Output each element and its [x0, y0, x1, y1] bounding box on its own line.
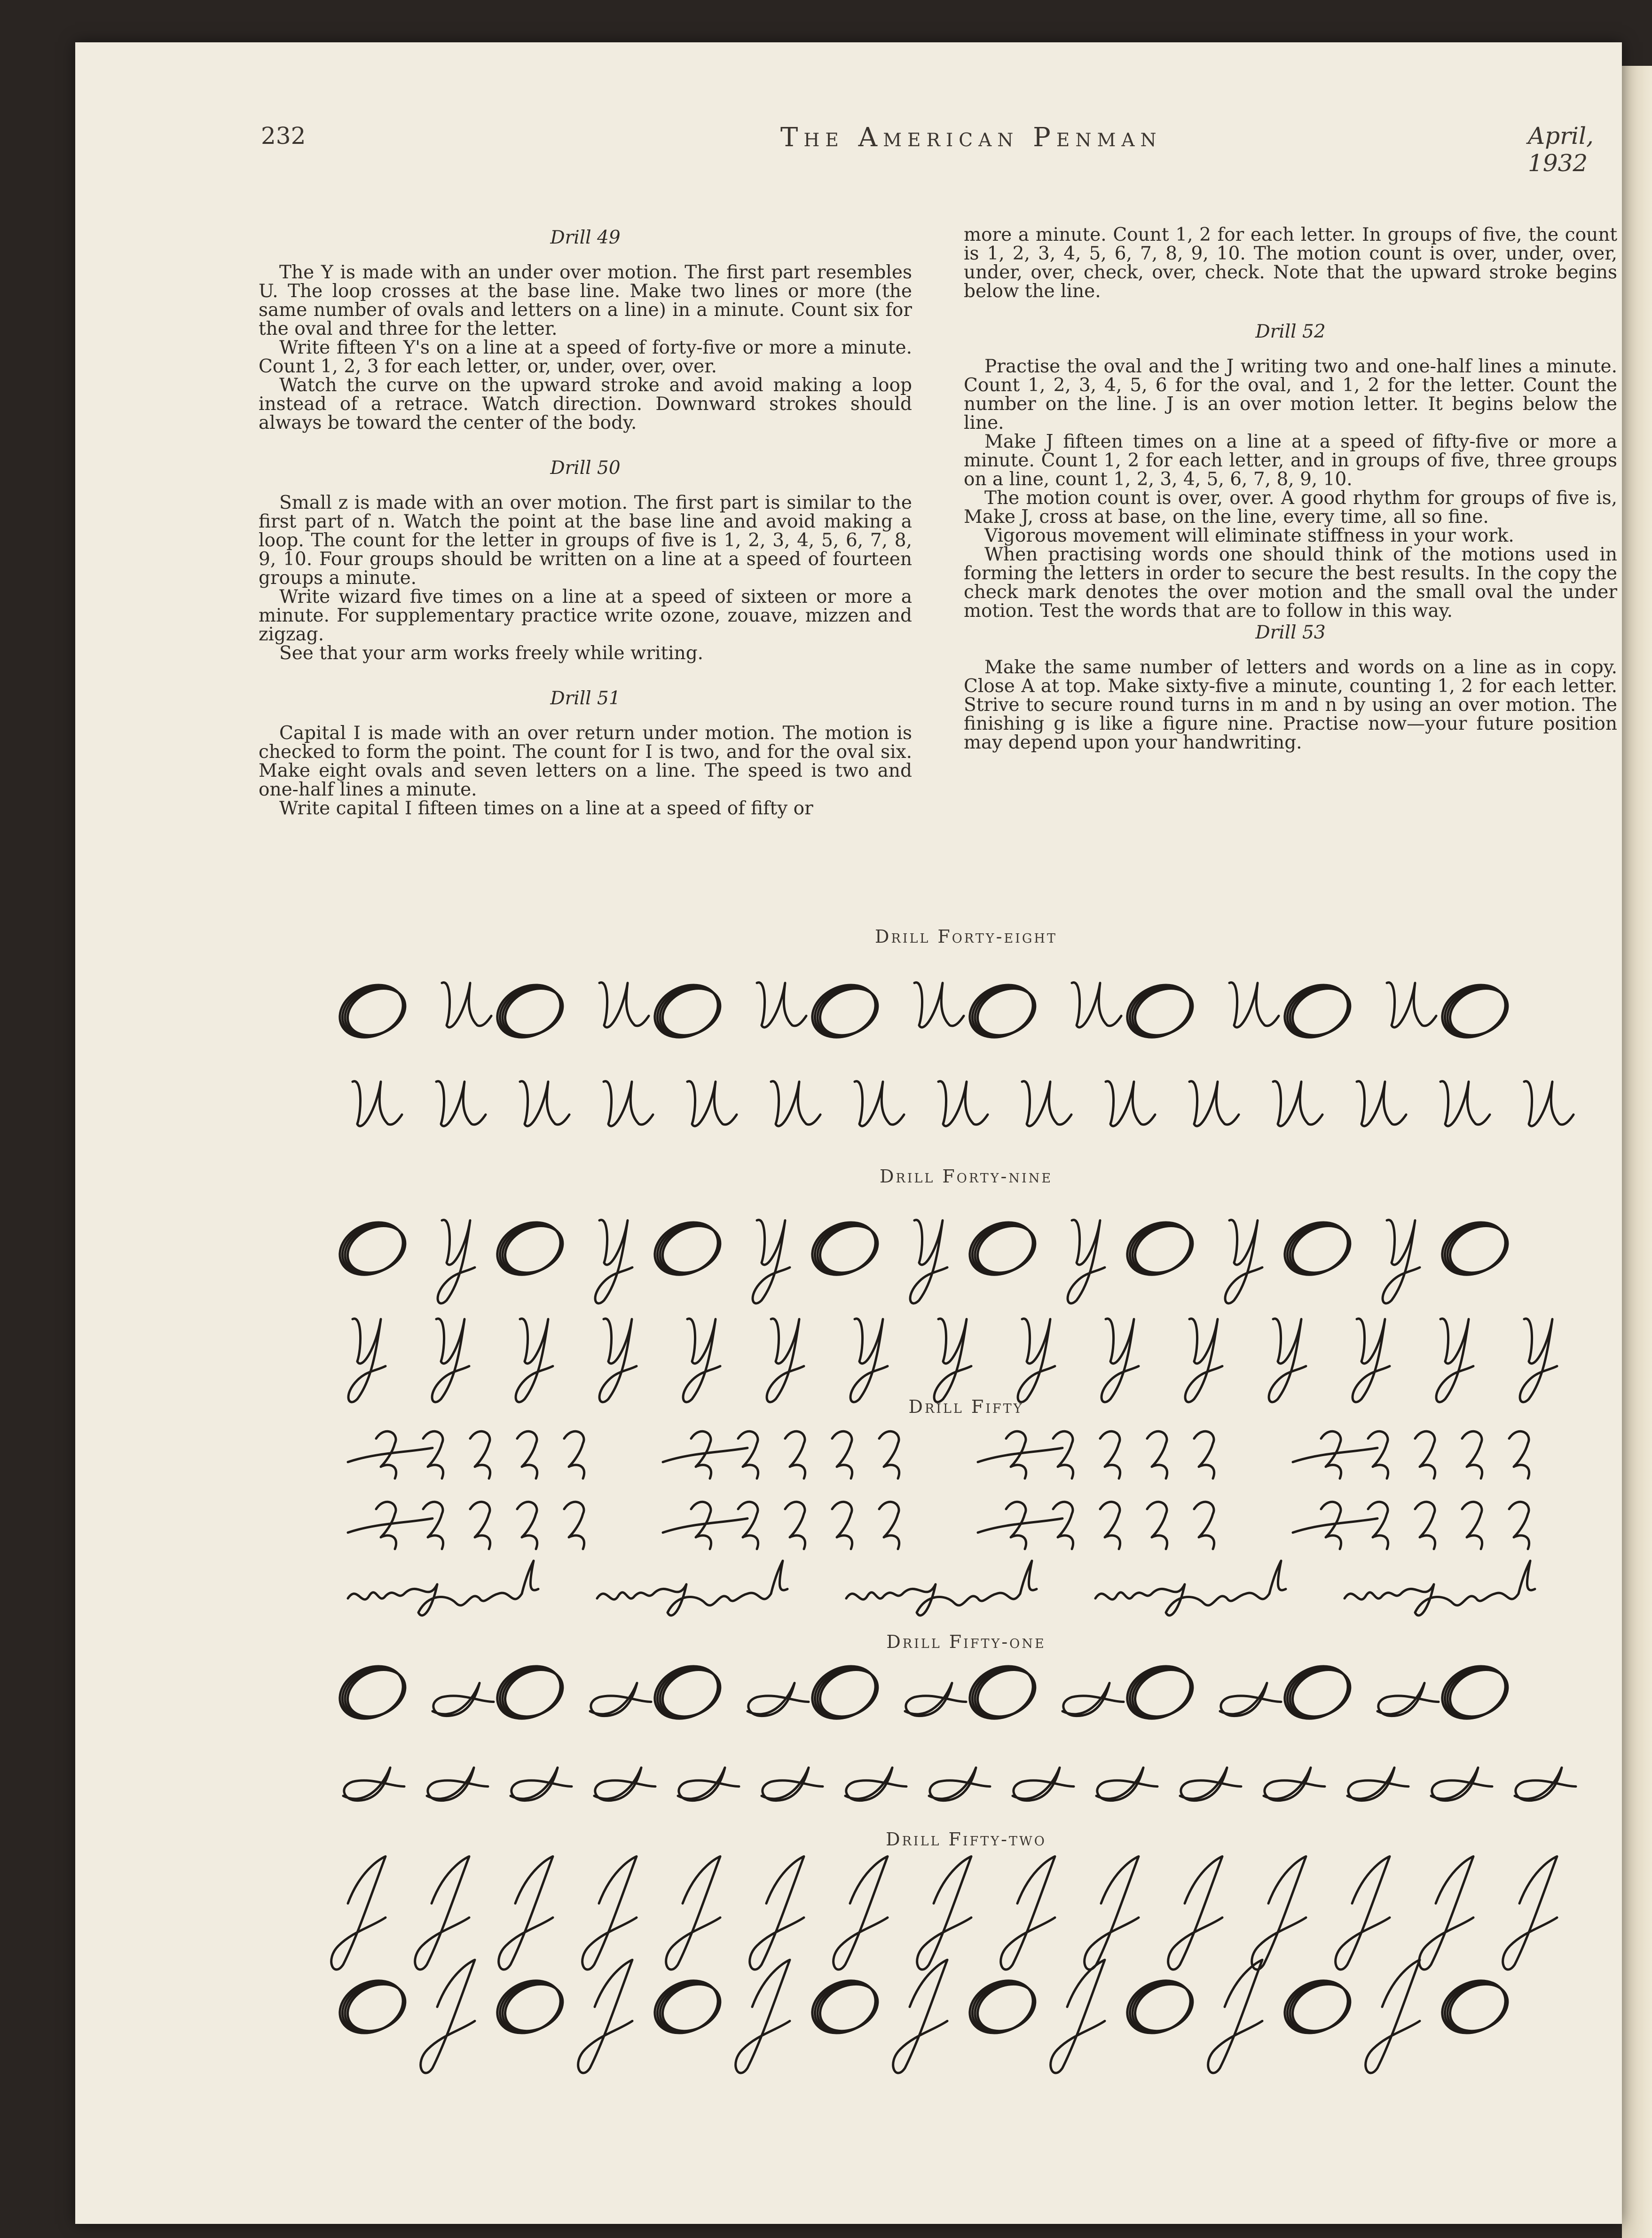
i-letter-glyph [747, 1683, 809, 1716]
u-letter-glyph [1273, 1081, 1322, 1126]
drill-48-plate-title: Drill Forty-eight [875, 926, 1057, 947]
u-letter-glyph [1440, 1081, 1490, 1126]
word-wizard-glyph [1345, 1561, 1535, 1615]
paragraph: Write capital I fifteen times on a line at a speed of fifty or [279, 798, 813, 819]
oval-drill-glyph [1434, 1971, 1516, 2043]
z-letter-glyph [832, 1502, 852, 1549]
copy-row-u [329, 1051, 1603, 1159]
u-letter-glyph [604, 1081, 653, 1126]
u-letter-glyph [1387, 983, 1436, 1027]
word-wizard-glyph [597, 1561, 787, 1615]
word-wizard-glyph [846, 1561, 1037, 1615]
oval-drill-glyph [489, 975, 571, 1047]
penmanship-copy-panel [329, 926, 1603, 2064]
u-letter-glyph [1189, 1081, 1239, 1126]
z-letter-glyph [1147, 1502, 1167, 1549]
u-letter-glyph [855, 1081, 904, 1126]
drill-50-heading: Drill 50 [550, 457, 621, 479]
drill-51-heading: Drill 51 [550, 688, 621, 709]
copy-row-wizard [329, 1547, 1603, 1631]
oval-drill-glyph [1434, 1656, 1516, 1728]
j-letter-glyph [1366, 1960, 1420, 2073]
y-letter-glyph [1353, 1319, 1390, 1402]
copy-row-oval-u [329, 952, 1603, 1060]
i-letter-glyph [433, 1683, 494, 1716]
y-letter-glyph [683, 1319, 720, 1402]
z-letter-glyph [1194, 1502, 1214, 1549]
i-letter-glyph [762, 1768, 823, 1801]
z-letter-glyph [1462, 1502, 1482, 1549]
oval-drill-glyph [1276, 1971, 1358, 2043]
oval-drill-glyph [804, 1213, 886, 1284]
copy-row-j [329, 1848, 1603, 1951]
y-letter-glyph [348, 1319, 385, 1402]
copy-row-y [329, 1288, 1603, 1396]
copy-row-oval-i [329, 1650, 1603, 1735]
magazine-title: The American Penman [780, 122, 1162, 153]
oval-drill-glyph [1119, 1656, 1201, 1728]
drill-49-plate-title: Drill Forty-nine [879, 1166, 1053, 1187]
oval-drill-glyph [1119, 1971, 1201, 2043]
i-letter-glyph [678, 1768, 739, 1801]
i-letter-glyph [1431, 1768, 1492, 1801]
paragraph: Watch the curve on the upward stroke and avoid making a loop instead of a retrace. Watch direction. Downward strokes should always be toward the center of the body. [259, 375, 912, 433]
copy-row-oval-j [329, 1951, 1603, 2055]
oval-drill-glyph [804, 975, 886, 1047]
drill-52-plate-title: Drill Fifty-two [886, 1829, 1046, 1850]
paragraph: Make J fifteen times on a line at a speed of fifty-five or more a minute. Count 1, 2 for each letter, and in groups of five, three groups on a line, count 1, 2, 3, 4, 5, 6, 7, 8, 9, 10. [964, 431, 1617, 490]
y-letter-glyph [1185, 1319, 1222, 1402]
u-letter-glyph [771, 1081, 820, 1126]
right-column [964, 226, 1617, 752]
paragraph: The Y is made with an under over motion. The first part resembles U. The loop crosses at the base line. Make two lines or more (the same number of ovals and letters on a line) in a minute. Count six for the oval and three for the letter. [259, 262, 912, 339]
u-letter-glyph [687, 1081, 737, 1126]
u-letter-glyph [1524, 1081, 1573, 1126]
oval-drill-glyph [1276, 975, 1358, 1047]
y-letter-glyph [1436, 1319, 1473, 1402]
i-letter-glyph [1062, 1683, 1124, 1716]
paragraph: more a minute. Count 1, 2 for each letter. In groups of five, the count is 1, 2, 3, 4, 5, 6, 7, 8, 9, 10. The motion count is over, under, over, under, over, check, over, check. Note that the upward stroke begins below the line. [964, 224, 1617, 302]
i-letter-glyph [905, 1683, 966, 1716]
u-letter-glyph [1022, 1081, 1071, 1126]
u-letter-glyph [599, 983, 649, 1027]
oval-drill-glyph [1434, 1213, 1516, 1284]
oval-drill-glyph [489, 1213, 571, 1284]
oval-drill-glyph [1119, 975, 1201, 1047]
z-letter-glyph [1509, 1431, 1529, 1478]
z-letter-glyph [1053, 1502, 1073, 1549]
i-letter-glyph [590, 1683, 651, 1716]
paragraph: See that your arm works freely while writing. [279, 643, 704, 664]
i-letter-glyph [929, 1768, 990, 1801]
u-letter-glyph [1357, 1081, 1406, 1126]
i-letter-glyph [845, 1768, 906, 1801]
u-letter-glyph [757, 983, 806, 1027]
i-letter-glyph [1377, 1683, 1439, 1716]
z-letter-glyph [1100, 1502, 1120, 1549]
oval-drill-glyph [1276, 1656, 1358, 1728]
i-letter-glyph [511, 1768, 572, 1801]
z-letter-glyph [1100, 1431, 1120, 1478]
drill-49-heading: Drill 49 [550, 227, 621, 248]
z-letter-glyph [1147, 1431, 1167, 1478]
z-letter-glyph [1368, 1502, 1388, 1549]
oval-drill-glyph [1276, 1213, 1358, 1284]
oval-drill-glyph [646, 1213, 728, 1284]
paragraph: Write fifteen Y's on a line at a speed of forty-five or more a minute. Count 1, 2, 3 for each letter, or, under, over, over. [259, 337, 912, 377]
paragraph: Practise the oval and the J writing two and one-half lines a minute. Count 1, 2, 3, 4, 5, 6 for the oval, and 1, 2 for the letter. Count the number on the line. J is an over motion letter. It begins below the line. [964, 356, 1617, 433]
j-letter-glyph [1208, 1960, 1262, 2073]
oval-drill-glyph [961, 975, 1043, 1047]
u-letter-glyph [520, 1081, 569, 1126]
z-letter-glyph [423, 1431, 443, 1478]
z-letter-glyph [785, 1431, 805, 1478]
y-letter-glyph [599, 1319, 637, 1402]
u-letter-glyph [353, 1081, 402, 1126]
z-letter-glyph [738, 1431, 758, 1478]
z-letter-glyph [879, 1502, 899, 1549]
paragraph: When practising words one should think of the motions used in forming the letters in order to secure the best results. In the copy the check mark denotes the over motion and the small oval the under motion. Test the words that are to follow in this way. [964, 544, 1617, 622]
i-letter-glyph [343, 1768, 404, 1801]
j-letter-glyph [893, 1960, 947, 2073]
u-letter-glyph [436, 1081, 486, 1126]
y-letter-glyph [934, 1319, 971, 1402]
y-letter-glyph [850, 1319, 888, 1402]
i-letter-glyph [1515, 1768, 1576, 1801]
oval-drill-glyph [1434, 975, 1516, 1047]
word-wizard-glyph [1095, 1561, 1286, 1615]
oval-drill-glyph [331, 1213, 413, 1284]
z-letter-glyph [1415, 1502, 1435, 1549]
z-letter-glyph [1415, 1431, 1435, 1478]
paragraph: Write wizard five times on a line at a speed of sixteen or more a minute. For supplementary practice write ozone, zouave, mizzen and zigzag. [259, 586, 912, 645]
z-letter-glyph [1368, 1431, 1388, 1478]
oval-drill-glyph [646, 1971, 728, 2043]
drill-50-plate-title: Drill Fifty [908, 1396, 1024, 1417]
z-letter-glyph [832, 1431, 852, 1478]
i-letter-glyph [1264, 1768, 1325, 1801]
oval-drill-glyph [1119, 1213, 1201, 1284]
oval-drill-glyph [331, 1971, 413, 2043]
z-letter-glyph [423, 1502, 443, 1549]
i-letter-glyph [594, 1768, 655, 1801]
z-letter-glyph [1509, 1502, 1529, 1549]
word-wizard-glyph [348, 1561, 538, 1615]
drill-52-heading: Drill 52 [1255, 321, 1326, 342]
i-letter-glyph [427, 1768, 488, 1801]
oval-drill-glyph [331, 975, 413, 1047]
oval-drill-glyph [646, 975, 728, 1047]
paragraph: Make the same number of letters and words on a line as in copy. Close A at top. Make sixty-five a minute, counting 1, 2 for each letter. Strive to secure round turns in m and n by using an over motion. The finishing g is like a figure nine. Practise now—your future position may depend upon your handwriting. [964, 657, 1617, 753]
u-letter-glyph [1106, 1081, 1155, 1126]
j-letter-glyph [1051, 1960, 1105, 2073]
copy-row-oval-y [329, 1190, 1603, 1298]
y-letter-glyph [516, 1319, 553, 1402]
z-letter-glyph [564, 1502, 584, 1549]
u-letter-glyph [442, 983, 491, 1027]
z-letter-glyph [785, 1502, 805, 1549]
i-letter-glyph [1013, 1768, 1074, 1801]
j-letter-glyph [736, 1960, 790, 2073]
copy-row-i [329, 1735, 1603, 1820]
z-letter-glyph [1053, 1431, 1073, 1478]
i-letter-glyph [1180, 1768, 1241, 1801]
drill-53-heading: Drill 53 [1255, 622, 1326, 643]
paragraph: Vigorous movement will eliminate stiffness in your work. [984, 525, 1514, 546]
i-letter-glyph [1096, 1768, 1157, 1801]
left-column [259, 226, 912, 818]
y-letter-glyph [1520, 1319, 1557, 1402]
paragraph: Small z is made with an over motion. The first part is similar to the first part of n. Watch the point at the base line and avoid making a loop. The count for the letter in groups of five is 1, 2, 3, 4, 5, 6, 7, 8, 9, 10. Four groups should be written on a line at a speed of fourteen groups a minute. [259, 492, 912, 589]
issue-date: April, 1932 [1528, 122, 1594, 177]
next-page-edge [1622, 66, 1652, 2238]
oval-drill-glyph [961, 1971, 1043, 2043]
z-letter-glyph [1194, 1431, 1214, 1478]
z-letter-glyph [879, 1431, 899, 1478]
oval-drill-glyph [961, 1656, 1043, 1728]
u-letter-glyph [1072, 983, 1121, 1027]
z-letter-glyph [470, 1431, 490, 1478]
oval-drill-glyph [804, 1971, 886, 2043]
oval-drill-glyph [489, 1656, 571, 1728]
z-letter-glyph [564, 1431, 584, 1478]
u-letter-glyph [914, 983, 964, 1027]
z-letter-glyph [1462, 1431, 1482, 1478]
u-letter-glyph [938, 1081, 988, 1126]
drill-51-plate-title: Drill Fifty-one [886, 1631, 1046, 1652]
z-letter-glyph [738, 1502, 758, 1549]
page-number: 232 [261, 122, 306, 150]
oval-drill-glyph [489, 1971, 571, 2043]
paragraph: Capital I is made with an over return under motion. The motion is checked to form the point. The count for I is two, and for the oval six. Make eight ovals and seven letters on a line. The speed is two and one-half lines a minute. [259, 723, 912, 800]
j-letter-glyph [421, 1960, 475, 2073]
y-letter-glyph [432, 1319, 469, 1402]
oval-drill-glyph [646, 1656, 728, 1728]
paragraph: The motion count is over, over. A good rhythm for groups of five is, Make J, cross at base, on the line, every time, all so fine. [964, 488, 1617, 528]
i-letter-glyph [1347, 1768, 1408, 1801]
y-letter-glyph [1269, 1319, 1306, 1402]
y-letter-glyph [1101, 1319, 1139, 1402]
oval-drill-glyph [804, 1656, 886, 1728]
y-letter-glyph [1018, 1319, 1055, 1402]
i-letter-glyph [1220, 1683, 1281, 1716]
z-letter-glyph [517, 1502, 537, 1549]
u-letter-glyph [1229, 983, 1279, 1027]
z-letter-glyph [470, 1502, 490, 1549]
y-letter-glyph [767, 1319, 804, 1402]
oval-drill-glyph [331, 1656, 413, 1728]
z-letter-glyph [517, 1431, 537, 1478]
magazine-page [75, 42, 1622, 2224]
j-letter-glyph [578, 1960, 632, 2073]
oval-drill-glyph [961, 1213, 1043, 1284]
